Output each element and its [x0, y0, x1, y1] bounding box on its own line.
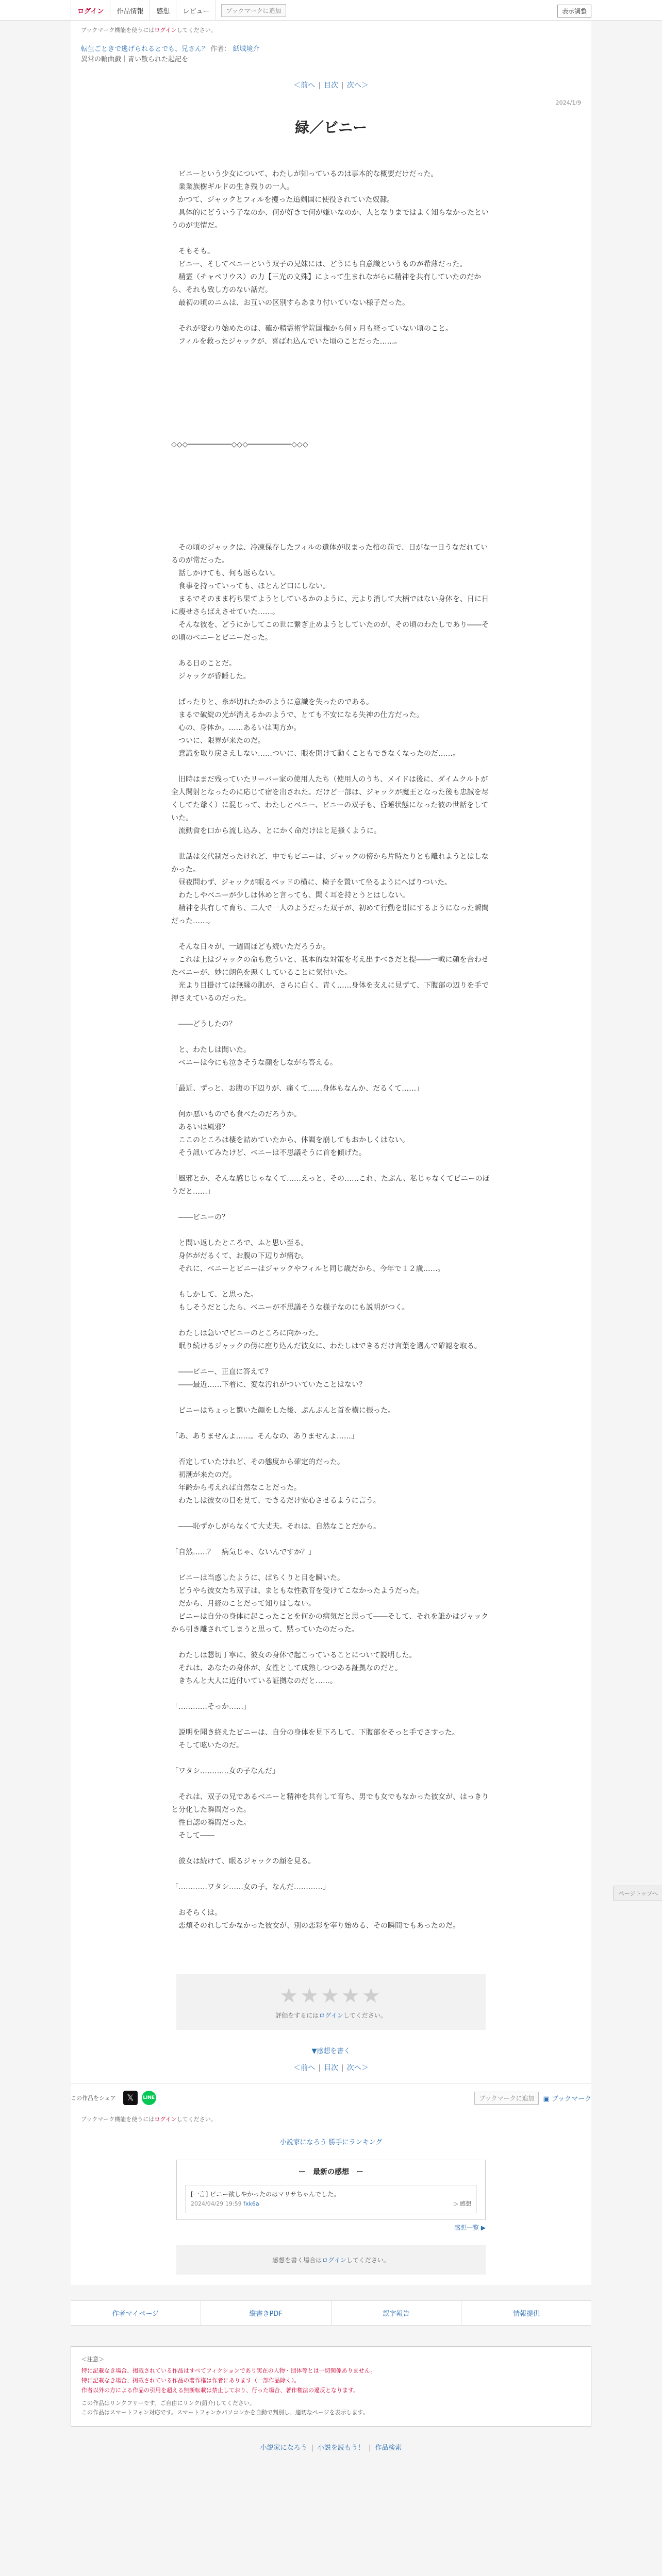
caution-red-2: 特に記載なき場合、掲載されている作品の著作権は作者にあります（一部作品除く）。 [81, 2377, 300, 2384]
notice2-login-link[interactable]: ログイン [154, 2116, 177, 2123]
caution-gray-1: この作品はリンクフリーです。ご自由にリンク(紹介)してください。 [81, 2399, 255, 2406]
share-bar [71, 2083, 591, 2112]
review-author[interactable]: fxk6a [243, 2200, 259, 2208]
bookmark-add-button[interactable]: ブックマークに追加 [474, 2092, 539, 2105]
body-paragraph: ビニーはちょっと驚いた顔をした後、ぷんぷんと首を横に振った。 [171, 1406, 395, 1415]
body-paragraph: 「…………ワタシ……女の子、なんだ…………」 [171, 1883, 330, 1891]
latest-reviews [176, 2160, 486, 2220]
body-paragraph [171, 1778, 491, 1791]
body-paragraph: ビニー、そしてベニーという双子の兄妹には、どうにも自意識というものが希薄だった。 [171, 260, 467, 268]
body-paragraph: ある日のことだ。 [171, 659, 236, 668]
series-info: 転生ごときで逃げられるとでも、兄さん？ 作者： 紙城境介 異常の輪曲戯｜青い散られた起記を [71, 34, 591, 64]
body-paragraph: ――恥ずかしがらなくて大丈夫。それは、自然なことだから。 [171, 1522, 380, 1531]
body-paragraph [171, 1752, 491, 1765]
body-paragraph: 何か悪いものでも食べたのだろうか。 [171, 1110, 301, 1118]
body-paragraph: 食事を持っていっても、ほとんど口にしない。 [171, 582, 330, 590]
body-paragraph: それに、ベニーとビニーはジャックやフィルと同じ歳だから、今年で１２歳……。 [171, 1265, 445, 1273]
body-paragraph: ◇◇◇──────────◇◇◇──────────◇◇◇ [171, 440, 308, 449]
body-paragraph: ――ビニーの？ [171, 1213, 229, 1222]
review-date: 2024/04/29 19:59 [191, 2200, 242, 2208]
body-paragraph: もしかして、と思った。 [171, 1291, 258, 1299]
body-paragraph: ついに、限界が来たのだ。 [171, 737, 265, 745]
body-paragraph: まるでそのまま朽ち果てようとしているかのように、元より消して大柄ではない身体を、日に日に痩せさらばえさせていた……。 [171, 595, 489, 616]
body-paragraph: そして呟いたのだ。 [171, 1741, 243, 1750]
body-paragraph [171, 1353, 491, 1366]
body-paragraph [171, 1392, 491, 1404]
body-paragraph: かつて、ジャックとフィルを攫った追剣国に使役されていた奴隷。 [171, 196, 394, 204]
bookmark-notice: ブックマーク機能を使うにはログインしてください。 [81, 27, 217, 33]
bookmark-notice-2: ブックマーク機能を使うにはログインしてください。 [81, 2116, 217, 2123]
body-paragraph: ここのところは棲を詰めていたから、体調を崩してもおかしくはない。 [171, 1136, 409, 1144]
write-review-link[interactable]: ▼感想を書く [311, 2047, 351, 2055]
review-login-box: 感想を書く場合はログインしてください。 [176, 2245, 486, 2275]
body-paragraph: わたしは急いでビニーのところに向かった。 [171, 1329, 323, 1337]
body-paragraph [171, 1160, 491, 1173]
body-paragraph: だから、月経のことだって知りはしない。 [171, 1600, 316, 1608]
body-paragraph: 説明を聞き終えたビニーは、自分の身体を見下ろして、下腹部をそっと手でさすった。 [171, 1728, 459, 1737]
prev-link[interactable]: ＜前へ [293, 81, 316, 90]
body-paragraph [171, 1443, 491, 1456]
review-text: [一言] ビニー欲しやかったのはマリサちゃんでした。 [191, 2191, 340, 2198]
body-paragraph [171, 490, 491, 503]
latest-reviews-heading: ー 最新の感想 ー [299, 2168, 363, 2176]
ranking-link[interactable]: 小説家になろう 勝手にランキング [279, 2139, 383, 2146]
body-paragraph: ――どうしたの？ [171, 1020, 236, 1028]
body-paragraph: そんな彼を、どうにかしてこの世に繋ぎ止めようとしていたのが、その頃のわたしであり――その頃のベニーとビニーだった。 [171, 621, 489, 642]
body-paragraph: 最初の頃のニムは、お互いの区別すらあまり付いていない様子だった。 [171, 299, 409, 307]
typo-report-link[interactable]: 誤字報告 [332, 2301, 462, 2325]
body-paragraph [171, 387, 491, 400]
body-paragraph [171, 1559, 491, 1572]
body-paragraph [171, 1636, 491, 1649]
body-paragraph: 心の、身体か。……あるいは両方か。 [171, 724, 301, 732]
review-item[interactable] [185, 2185, 477, 2213]
body-paragraph: と問い返したところで、ふと思い至る。 [171, 1239, 308, 1247]
body-paragraph [171, 477, 491, 490]
body-paragraph: と、わたしは聞いた。 [171, 1046, 251, 1054]
body-paragraph [171, 310, 491, 323]
caution-heading: ＜注意＞ [81, 2355, 104, 2363]
caution-red-1: 特に記載なき場合、掲載されている作品はすべてフィクションであり実在の人物・団体等とは一切関係ありません。 [81, 2367, 376, 2375]
body-paragraph [171, 1894, 491, 1907]
rating-stars[interactable]: ★★★★★ [279, 1984, 383, 2008]
body-paragraph [171, 529, 491, 541]
body-paragraph: ビニーは当惑したように、ぱちくりと目を瞬いた。 [171, 1574, 344, 1582]
body-paragraph [171, 1688, 491, 1701]
body-paragraph: 性自認の瞬間だった。 [171, 1819, 251, 1827]
body-paragraph: ベニーは今にも泣きそうな顔をしながら答える。 [171, 1059, 337, 1067]
body-paragraph [171, 928, 491, 941]
toc-link[interactable]: 目次 [324, 81, 338, 90]
body-paragraph: そもそも。 [171, 247, 214, 256]
body-paragraph: 「あ、ありませんよ……。そんなの、ありませんよ……」 [171, 1432, 358, 1440]
body-paragraph: わたしやベニーが少しは休めと言っても、聞く耳を持とうとはしない。 [171, 891, 409, 900]
rating-box [176, 1974, 486, 2030]
body-paragraph: わたしは彼女の目を見て、できるだけ安心させるように言う。 [171, 1497, 380, 1505]
syosetu-link[interactable]: 小説家になろう [260, 2444, 307, 2452]
review-list-link[interactable]: 感想一覧 ▶ [454, 2224, 486, 2231]
body-paragraph: 旧時はまだ残っていたリーパー家の使用人たち（使用人のうち、メイドは後に、ダイムクルトが全人関射となったのに応じて宿を出された。だけど一部は、ジャックが魔王となった後も忠誠を尽くしてた爺く）に混じって、わたしとベニー、ビニーの双子も、昏睡状態になった彼の世話をしていた。 [171, 775, 489, 822]
body-paragraph: ぱったりと、糸が切れたかのように意識を失ったのである。 [171, 698, 373, 706]
body-paragraph [171, 1276, 491, 1289]
body-paragraph: 具体的にどういう子なのか、何が好きで何が嫌いなのか、人となりまではよく知らなかったというのが実情だ。 [171, 209, 489, 230]
top-navigation [0, 0, 662, 21]
body-paragraph: 光より目掛けては無縁の肌が、さらに白く、青く……身体を支えに見ずて、下腹部の辺りを手で押さえているのだった。 [171, 981, 489, 1003]
footer-main [71, 2112, 591, 2285]
body-paragraph [171, 464, 491, 477]
body-paragraph: ――ビニー、正直に答えて？ [171, 1368, 272, 1376]
pager-bottom: ＜前へ | 目次 | 次へ＞ [293, 2064, 369, 2072]
body-paragraph: 「最近、ずっと、お腹の下辺りが、痛くて……身体もなんか、だるくて……」 [171, 1084, 424, 1093]
rating-login-link[interactable]: ログイン [319, 2012, 343, 2019]
review-login-link[interactable]: ログイン [322, 2256, 346, 2264]
novel-title-link[interactable]: 転生ごときで逃げられるとでも、兄さん？ [81, 45, 209, 53]
body-paragraph [171, 400, 491, 413]
body-paragraph: 眠り続けるジャックの傍に座り込んだ彼女に、わたしはできるだけ言葉を選んで確認を取る。 [171, 1342, 482, 1350]
bookmark-link[interactable]: ▣ ブックマーク [543, 2095, 591, 2103]
search-link[interactable]: 作品検索 [375, 2444, 402, 2452]
body-paragraph [171, 1507, 491, 1520]
caution-gray-2: この作品はスマートフォン対応です。スマートフォンかパソコンかを自動で判別し、適切なページを表示します。 [81, 2409, 369, 2416]
novel-body [171, 168, 491, 1933]
body-paragraph: どうやら彼女たち双子は、まともな性教育を受けてこなかったようだった。 [171, 1587, 424, 1595]
body-paragraph [171, 413, 491, 426]
publish-date: 2024/1/9 [555, 99, 581, 106]
body-paragraph: そう訊いてみたけど、ベニーは不思議そうに首を傾げた。 [171, 1149, 366, 1157]
body-paragraph: 精霊（チャペリウス）の力【三光の文殊】によって生まれながらに精神を共有していたのだから、それも致し方のない話だ。 [171, 273, 482, 294]
novel-main [71, 21, 658, 2083]
body-paragraph [171, 838, 491, 851]
x-share-icon[interactable]: 𝕏 [123, 2091, 138, 2105]
body-paragraph: わたしは懇切丁寧に、彼女の身体で起こっていることについて説明した。 [171, 1651, 417, 1659]
review-more-link[interactable]: ▷ 感想 [454, 2200, 471, 2208]
author-link[interactable]: 紙城境介 [233, 45, 260, 53]
body-paragraph: 意識を取り戻さえしない……ついに、眼を開けて動くこともできなくなったのだ……。 [171, 750, 460, 758]
body-paragraph [171, 516, 491, 529]
body-paragraph: 恋煩そのれしてかなかった彼女が、別の恋彩を宰り始める、その瞬間でもあったのだ。 [171, 1922, 460, 1930]
notice-login-link[interactable]: ログイン [154, 27, 177, 33]
body-paragraph [171, 1868, 491, 1881]
body-paragraph: 業業族樹ギルドの生き残りの一人。 [171, 183, 294, 191]
info-report-link[interactable]: 情報提供 [513, 2310, 540, 2318]
line-share-icon[interactable]: LINE [142, 2091, 156, 2105]
body-paragraph [171, 1417, 491, 1430]
body-paragraph [171, 1842, 491, 1855]
episode-title: 緑／ビニー [294, 119, 367, 136]
body-paragraph [171, 451, 491, 464]
body-paragraph: 年齢から考えれば自然なことだった。 [171, 1484, 301, 1492]
yomou-link[interactable]: 小説を読もう！ [317, 2444, 365, 2452]
body-paragraph: 昼夜問わず、ジャックが眠るベッドの横に、椅子を置いて坐るようにへばりついた。 [171, 878, 452, 887]
body-paragraph [171, 683, 491, 696]
body-paragraph: 話しかけても、何も返らない。 [171, 569, 279, 578]
body-paragraph: おそらくは。 [171, 1909, 222, 1917]
body-paragraph: そして―― [171, 1832, 214, 1840]
body-paragraph: 世話は交代制だったけれど、中でもビニーは、ジャックの傍から片時たりとも離れようとはしなかった。 [171, 853, 489, 874]
body-paragraph: 「自然……？ 病気じゃ、ないんですか？」 [171, 1548, 316, 1556]
author-mypage-link[interactable]: 作者マイページ [71, 2301, 201, 2325]
body-paragraph: フィルを救ったジャックが、喜ばれ込んでいた頃のことだった……。 [171, 337, 402, 346]
page-top-button[interactable]: ページトップへ [613, 1886, 662, 1901]
body-paragraph [171, 1533, 491, 1546]
body-paragraph: 「風邪とか、そんな感じじゃなくて……えっと、その……これ、たぶん、私じゃなくてビニーのほうだと……」 [171, 1175, 490, 1196]
body-paragraph [171, 1224, 491, 1237]
impressions-link[interactable]: 感想 [150, 0, 176, 21]
body-paragraph: 流動食を口から流し込み、とにかく命だけはと足掻くように。 [171, 827, 381, 835]
share-label: この作品をシェア [71, 2094, 116, 2102]
body-paragraph: 「ワタシ…………女の子なんだ」 [171, 1767, 279, 1775]
review-link[interactable]: レビュー [176, 0, 216, 21]
body-paragraph: 「…………そっか……」 [171, 1703, 251, 1711]
body-paragraph [171, 1714, 491, 1726]
footer-link-row [71, 2300, 591, 2326]
body-paragraph [171, 361, 491, 374]
vertical-pdf-link[interactable]: 縦書きPDF [201, 2301, 332, 2325]
body-paragraph: そんな日々が、一週間ほども続いただろうか。 [171, 943, 330, 951]
prev-link-bottom[interactable]: ＜前へ [293, 2064, 316, 2072]
rating-note: 評価をするにはログインしてください。 [275, 2012, 387, 2019]
body-paragraph: 否定していたけれど、その態度から確定的だった。 [171, 1458, 344, 1466]
body-paragraph: 身体がだるくて、お腹の下辺りが痛む。 [171, 1252, 308, 1260]
body-paragraph: それが変わり始めたのは、確か精霊術学院国権から何ヶ月も経っていない頃のこと。 [171, 325, 453, 333]
pager-top: ＜前へ | 目次 | 次へ＞ [293, 81, 369, 90]
body-paragraph: 初潮が来たのだ。 [171, 1471, 236, 1479]
body-paragraph: それは、双子の兄であるベニーと精神を共有して育ち、男でも女でもなかった彼女が、はっきりと分化した瞬間だった。 [171, 1793, 489, 1814]
body-paragraph: ジャックが昏睡した。 [171, 672, 251, 681]
body-paragraph: それは、あなたの身体が、女性として成熟しつつある証拠なのだと。 [171, 1664, 402, 1672]
next-link-bottom[interactable]: 次へ＞ [346, 2064, 369, 2072]
body-paragraph [171, 760, 491, 773]
body-paragraph: ビニーは自分の身体に起こったことを何かの病気だと思って――そして、それを誰かはジャックから引き離されてしまうと思って、黙っていたのだった。 [171, 1613, 489, 1634]
body-paragraph [171, 1070, 491, 1082]
body-paragraph [171, 1031, 491, 1044]
body-paragraph [171, 232, 491, 245]
work-info-link[interactable]: 作品情報 [110, 0, 150, 21]
body-paragraph: きちんと大人に近付いている証拠なのだと……。 [171, 1677, 337, 1685]
body-paragraph [171, 348, 491, 361]
body-paragraph: 精神を共有して育ち、二人で一人のようだった双子が、初めて行動を別にするようになった瞬間だった……。 [171, 904, 489, 925]
body-paragraph: もしそうだとしたら、ベニーが不思議そうな様子なのにも説明がつく。 [171, 1303, 409, 1312]
body-paragraph [171, 426, 491, 438]
toc-link-bottom[interactable]: 目次 [324, 2064, 338, 2072]
body-paragraph [171, 1198, 491, 1211]
login-link[interactable]: ログイン [71, 0, 110, 21]
bookmark-button[interactable]: ブックマークに追加 [221, 4, 286, 17]
next-link[interactable]: 次へ＞ [346, 81, 369, 90]
body-paragraph: あるいは風邪？ [171, 1123, 229, 1131]
body-paragraph [171, 1095, 491, 1108]
body-paragraph: まるで破綻の光が消えるかのようで、とても不安になる失神の仕方だった。 [171, 711, 424, 719]
bottom-links: 小説家になろう | 小説を読もう！ | 作品検索 [260, 2444, 402, 2452]
chapter-title: 異常の輪曲戯｜青い散られた起記を [81, 55, 189, 63]
body-paragraph [171, 1005, 491, 1018]
caution-red-3: 作者以外の方による作品の引用を超える無断転載は禁止しており、行った場合、著作権法の違反となります。 [81, 2386, 359, 2394]
body-paragraph: ――最近……下着に、変な汚れがついていたことはない？ [171, 1381, 366, 1389]
body-paragraph: その頃のジャックは、冷凍保存したフィルの遺体が収まった棺の前で、日がな一日うなだれているのが常だった。 [171, 544, 488, 565]
caution-box [71, 2346, 591, 2427]
body-paragraph: ビニーという少女について、わたしが知っているのは事本的な概要だけだった。 [171, 170, 438, 178]
body-paragraph [171, 645, 491, 657]
body-paragraph [171, 503, 491, 516]
body-paragraph: これは上はジャックの命も危ういと、我本的な対策を考え出すべきだと提――一戦に顔を合わせたベニーが、妙に朗色を悪くしていることに気付いた。 [171, 956, 489, 977]
display-settings-button[interactable]: 表示調整 [557, 5, 591, 18]
body-paragraph [171, 1314, 491, 1327]
body-paragraph: 彼女は続けて、眠るジャックの顔を見る。 [171, 1857, 316, 1866]
body-paragraph [171, 374, 491, 387]
